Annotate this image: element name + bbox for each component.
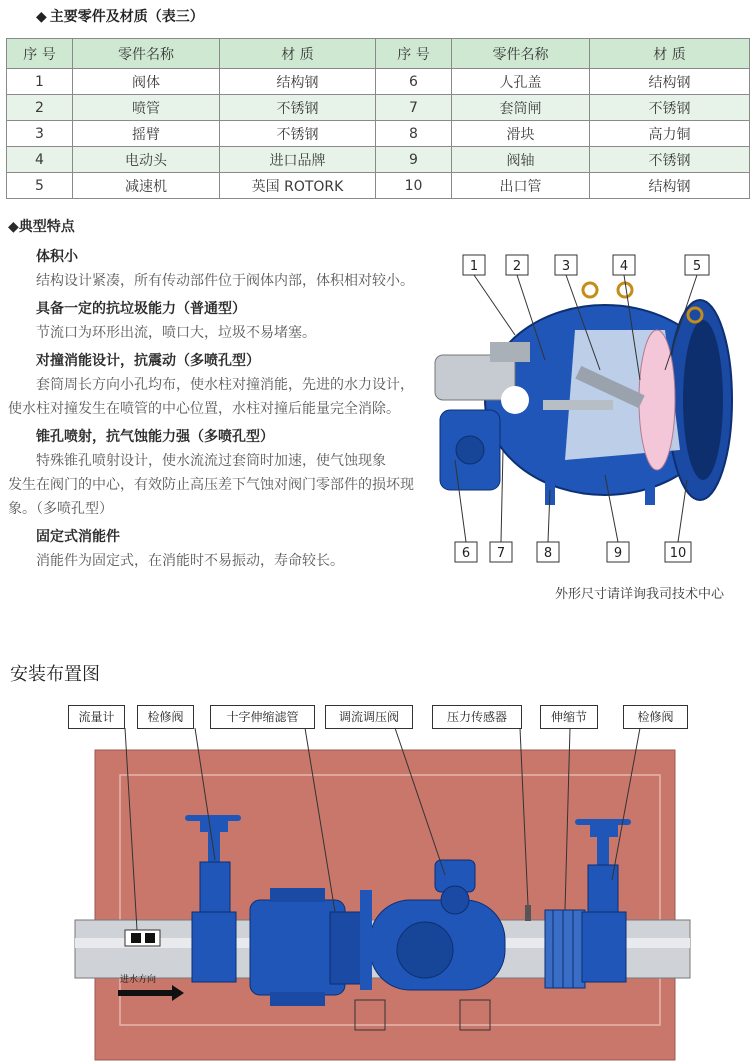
col-header: 序 号 [7, 39, 73, 69]
valve-cutaway-diagram [425, 250, 755, 570]
table-header-row [7, 39, 750, 69]
table-cell: 出口管 [452, 173, 590, 199]
table-cell: 电动头 [73, 147, 220, 173]
label-gate-valve-right: 检修阀 [623, 705, 688, 729]
callout-2: 2 [512, 259, 522, 274]
table-cell: 6 [376, 69, 452, 95]
table-cell: 阀轴 [452, 147, 590, 173]
col-header: 零件名称 [73, 39, 220, 69]
label-pressure-sensor: 压力传感器 [432, 705, 522, 729]
feature-heading: 体积小 [36, 249, 78, 265]
callout-1: 1 [469, 259, 479, 274]
feature-text: 套筒周长方向小孔均布，使水柱对撞消能，先进的水力设计， [36, 377, 414, 393]
table-cell: 不锈钢 [220, 121, 376, 147]
col-header: 序 号 [376, 39, 452, 69]
label-control-valve: 调流调压阀 [325, 705, 413, 729]
feature-heading: 对撞消能设计，抗震动（多喷孔型） [36, 353, 260, 369]
pressure-sensor [525, 905, 531, 921]
feature-text: 节流口为环形出流，喷口大，垃圾不易堵塞。 [36, 325, 316, 341]
feature-heading: 固定式消能件 [36, 529, 120, 545]
table-row [7, 69, 750, 95]
table-cell: 进口品牌 [220, 147, 376, 173]
table-cell: 不锈钢 [220, 95, 376, 121]
callout-7: 7 [496, 546, 506, 561]
install-title: 安装布置图 [10, 664, 100, 685]
col-header: 零件名称 [452, 39, 590, 69]
install-layout-diagram [0, 700, 755, 1063]
table-row [7, 147, 750, 173]
feature-heading: 具备一定的抗垃圾能力（普通型） [36, 301, 246, 317]
table-cell: 摇臂 [73, 121, 220, 147]
feature-text: 发生在阀门的中心，有效防止高压差下气蚀对阀门零部件的损坏现象。（多喷孔型） [8, 477, 414, 517]
table-cell: 5 [7, 173, 73, 199]
table-cell: 结构钢 [220, 69, 376, 95]
table-cell: 人孔盖 [452, 69, 590, 95]
label-flow-meter: 流量计 [68, 705, 125, 729]
table-cell: 英国 ROTORK [220, 173, 376, 199]
table-cell: 阀体 [73, 69, 220, 95]
callout-4: 4 [619, 259, 629, 274]
table-row [7, 121, 750, 147]
col-header: 材 质 [220, 39, 376, 69]
table-cell: 9 [376, 147, 452, 173]
feature-heading: 锥孔喷射，抗气蚀能力强（多喷孔型） [36, 429, 274, 445]
parts-section-title: ◆ 主要零件及材质（表三） [36, 9, 204, 25]
label-gate-valve-left: 检修阀 [137, 705, 194, 729]
diamond-bullet-icon: ◆ [36, 9, 47, 25]
diamond-bullet-icon: ◆ [8, 219, 19, 235]
callout-3: 3 [561, 259, 571, 274]
table-cell: 滑块 [452, 121, 590, 147]
feature-text: 特殊锥孔喷射设计，使水流流过套筒时加速，使气蚀现象 [36, 453, 386, 469]
feature-text: 使水柱对撞发生在喷管的中心位置，水柱对撞后能量完全消除。 [8, 401, 400, 417]
table-cell: 8 [376, 121, 452, 147]
table-cell: 4 [7, 147, 73, 173]
table-cell: 结构钢 [590, 173, 750, 199]
table-cell: 不锈钢 [590, 147, 750, 173]
features-title: ◆典型特点 [8, 219, 75, 235]
callout-10: 10 [669, 546, 687, 561]
table-cell: 高力铜 [590, 121, 750, 147]
feature-text: 消能件为固定式，在消能时不易振动，寿命较长。 [36, 553, 344, 569]
table-cell: 3 [7, 121, 73, 147]
col-header: 材 质 [590, 39, 750, 69]
features-section [8, 215, 428, 573]
dimension-note: 外形尺寸请详询我司技术中心 [555, 587, 725, 602]
flow-direction-label: 进水方向 [120, 975, 157, 985]
table-cell: 结构钢 [590, 69, 750, 95]
feature-text: 结构设计紧凑，所有传动部件位于阀体内部，体积相对较小。 [36, 273, 414, 289]
table-row [7, 173, 750, 199]
expansion-joint [545, 910, 585, 988]
callout-9: 9 [613, 546, 623, 561]
callout-8: 8 [543, 546, 553, 561]
table-cell: 10 [376, 173, 452, 199]
parts-table [6, 38, 750, 199]
callout-5: 5 [692, 259, 702, 274]
table-cell: 不锈钢 [590, 95, 750, 121]
table-cell: 1 [7, 69, 73, 95]
table-cell: 减速机 [73, 173, 220, 199]
label-strainer: 十字伸缩滤管 [210, 705, 315, 729]
table-row [7, 95, 750, 121]
table-cell: 套筒闸 [452, 95, 590, 121]
label-expansion-joint: 伸缩节 [540, 705, 598, 729]
table-cell: 7 [376, 95, 452, 121]
callout-6: 6 [461, 546, 471, 561]
table-cell: 喷管 [73, 95, 220, 121]
table-cell: 2 [7, 95, 73, 121]
